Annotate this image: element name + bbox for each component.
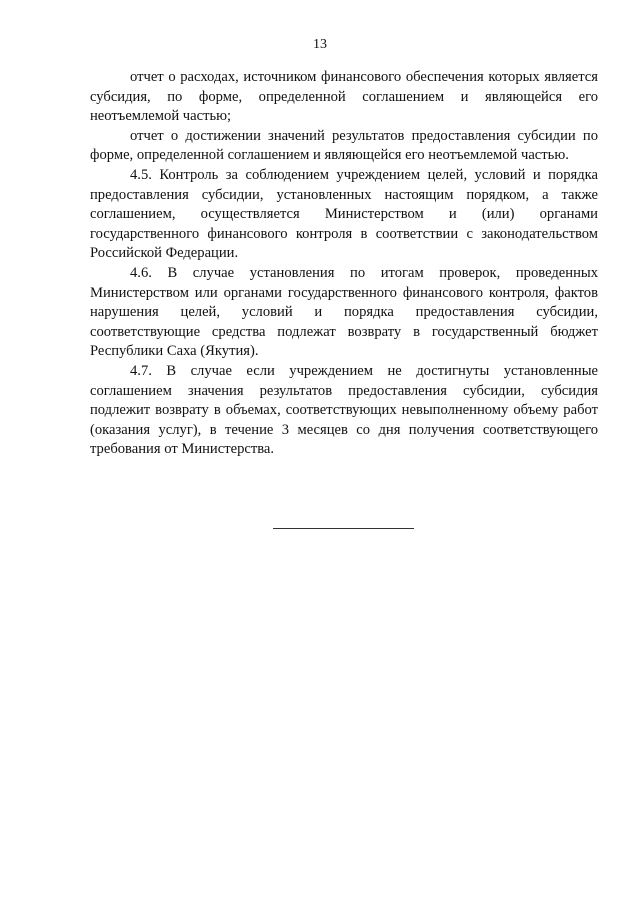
end-separator-line	[273, 528, 414, 529]
paragraph-4-6: 4.6. В случае установления по итогам проверок, проведенных Министерством или органами государственного финансового контроля, фактов нарушения целей, условий и порядка предоставления субсидии, соответствующие средства подлежат возврату в государственный бюджет Республики Саха (Якутия).	[90, 264, 598, 360]
paragraph-4-5: 4.5. Контроль за соблюдением учреждением целей, условий и порядка предоставления субсидии, установленных настоящим порядком, а также соглашением, осуществляется Министерством и (или) органами государственного финансового контроля в соответствии с законодательством Российской Федерации.	[90, 166, 598, 262]
page-number: 13	[313, 37, 327, 52]
paragraph-results-report: отчет о достижении значений результатов предоставления субсидии по форме, определенной соглашением и являющейся его неотъемлемой частью.	[90, 127, 598, 164]
paragraph-4-7: 4.7. В случае если учреждением не достигнуты установленные соглашением значения результатов предоставления субсидии, субсидия подлежит возврату в объемах, соответствующих невыполненному объему работ (оказания услуг), в течение 3 месяцев со дня получения соответствующего требования от Министерства.	[90, 362, 598, 458]
document-body	[90, 68, 598, 460]
paragraph-expense-report: отчет о расходах, источником финансового обеспечения которых является субсидия, по форме, определенной соглашением и являющейся его неотъемлемой частью;	[90, 69, 598, 125]
